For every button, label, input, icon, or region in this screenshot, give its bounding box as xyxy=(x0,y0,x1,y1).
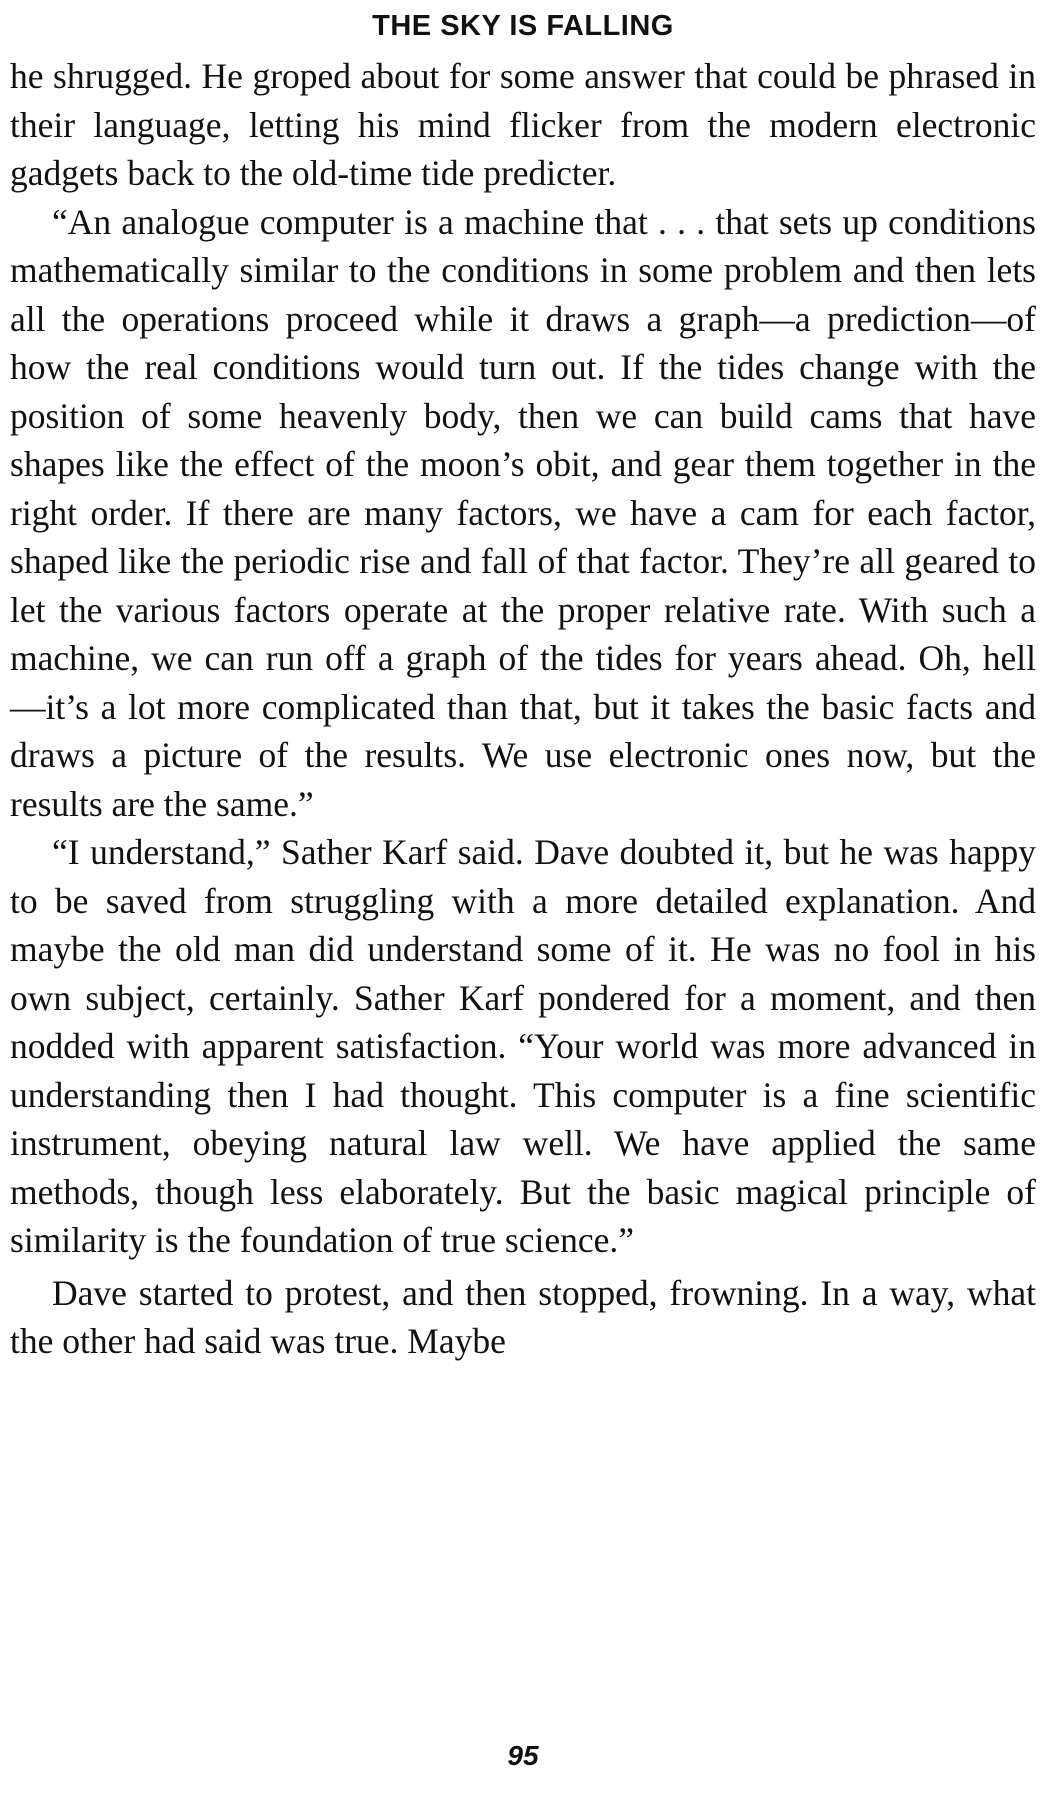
paragraph-4: Dave started to protest, and then stopped, frowning. In a way, what the other had said was true. Maybe xyxy=(10,1272,1036,1361)
page-number: 95 xyxy=(507,1740,539,1771)
paragraph-2: “An analogue computer is a machine that . . . that sets up conditions mathematically similar to the conditions in some problem and then lets all the operations proceed while it draws a graph—a prediction—of how the real conditions would turn out. If the tides change with the position of some heavenly body, then we can build cams that have shapes like the effect of the moon’s obit, and gear them together in the right order. If there are many factors, we have a cam for each factor, shaped like the periodic rise and fall of that factor. They’re all geared to let the various factors operate at the proper relative rate. With such a machine, we can run off a graph of the tides for years ahead. Oh, hell —it’s a lot more complicated than that, but it takes the basic facts and draws a picture of the results. We use electronic ones now, but the results are the same.” xyxy=(10,201,1036,824)
running-head: THE SKY IS FALLING xyxy=(372,10,674,42)
paragraph-1: he shrugged. He groped about for some answer that could be phrased in their language, letting his mind flicker from the modern electronic gadgets back to the old-time tide predicter. xyxy=(10,56,1036,193)
body-text xyxy=(10,52,1036,1366)
paragraph-3: “I understand,” Sather Karf said. Dave doubted it, but he was happy to be saved from struggling with a more detailed explanation. And maybe the old man did understand some of it. He was no fool in his own subject, certainly. Sather Karf pondered for a moment, and then nodded with apparent satisfaction. “Your world was more advanced in understanding then I had thought. This computer is a fine scientific instrument, obeying natural law well. We have applied the same methods, though less elaborately. But the basic magical principle of similarity is the foundation of true science.” xyxy=(10,832,1036,1260)
